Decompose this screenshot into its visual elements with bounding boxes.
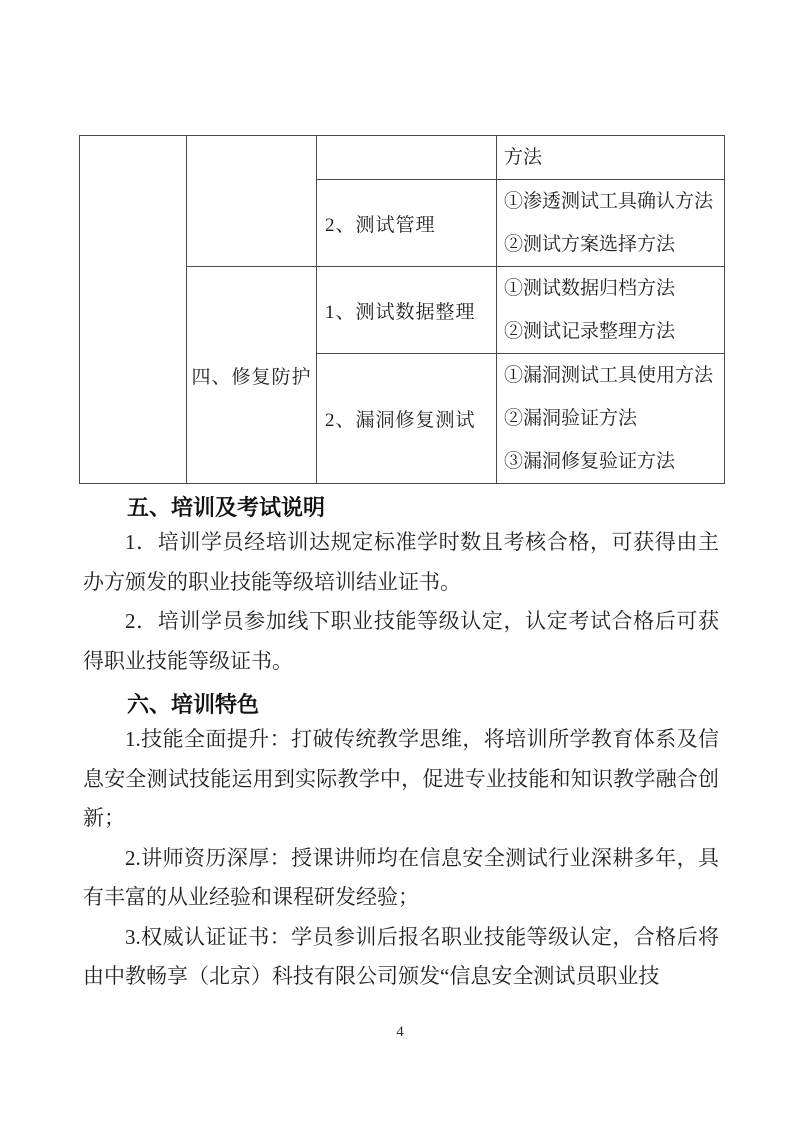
item-line: ②测试方案选择方法 [504, 234, 676, 255]
item-line: 方法 [504, 147, 543, 168]
table-cell-col1-empty [80, 136, 187, 484]
table-cell-module-row3 [317, 267, 497, 354]
table-cell-category-empty [187, 136, 317, 267]
course-outline-table [79, 135, 725, 484]
item-line: ①渗透测试工具确认方法 [504, 191, 714, 212]
section-heading-training-features: 六、培训特色 [127, 692, 260, 717]
item-line: ①漏洞测试工具使用方法 [504, 365, 714, 386]
table-cell-items-row1 [497, 136, 725, 180]
page-number: 4 [396, 1024, 404, 1040]
section-heading-training-exam: 五、培训及考试说明 [127, 495, 326, 520]
paragraph-feature-3: 3.权威认证证书：学员参训后报名职业技能等级认定，合格后将由中教畅享（北京）科技有限公司颁发“信息安全测试员职业技 [83, 924, 719, 988]
paragraph-feature-1: 1.技能全面提升：打破传统教学思维，将培训所学教育体系及信息安全测试技能运用到实际教学中，促进专业技能和知识教学融合创新； [83, 727, 719, 830]
item-line: ②测试记录整理方法 [504, 321, 676, 342]
table-cell-module-row1 [317, 136, 497, 180]
table-cell-category [187, 267, 317, 484]
paragraph-exam-2: 2．培训学员参加线下职业技能等级认定，认定考试合格后可获得职业技能等级证书。 [83, 609, 719, 673]
category-label: 四、修复防护 [191, 366, 312, 388]
table-cell-items-row4 [497, 354, 725, 484]
item-line: ①测试数据归档方法 [504, 278, 676, 299]
module-label: 2、测试管理 [325, 214, 436, 236]
table-cell-module-row2 [317, 180, 497, 267]
module-label: 1、测试数据整理 [325, 301, 476, 323]
text-body [83, 493, 719, 997]
paragraph-feature-2: 2.讲师资历深厚：授课讲师均在信息安全测试行业深耕多年，具有丰富的从业经验和课程研发经验； [83, 845, 719, 909]
table-cell-items-row3 [497, 267, 725, 354]
item-line: ②漏洞验证方法 [504, 408, 638, 429]
module-label: 2、漏洞修复测试 [325, 410, 476, 431]
paragraph-exam-1: 1．培训学员经培训达规定标准学时数且考核合格，可获得由主办方颁发的职业技能等级培训结业证书。 [83, 530, 719, 594]
item-line: ③漏洞修复验证方法 [504, 451, 676, 472]
table-cell-module-row4 [317, 354, 497, 484]
page-content [79, 135, 724, 997]
table-cell-items-row2 [497, 180, 725, 267]
